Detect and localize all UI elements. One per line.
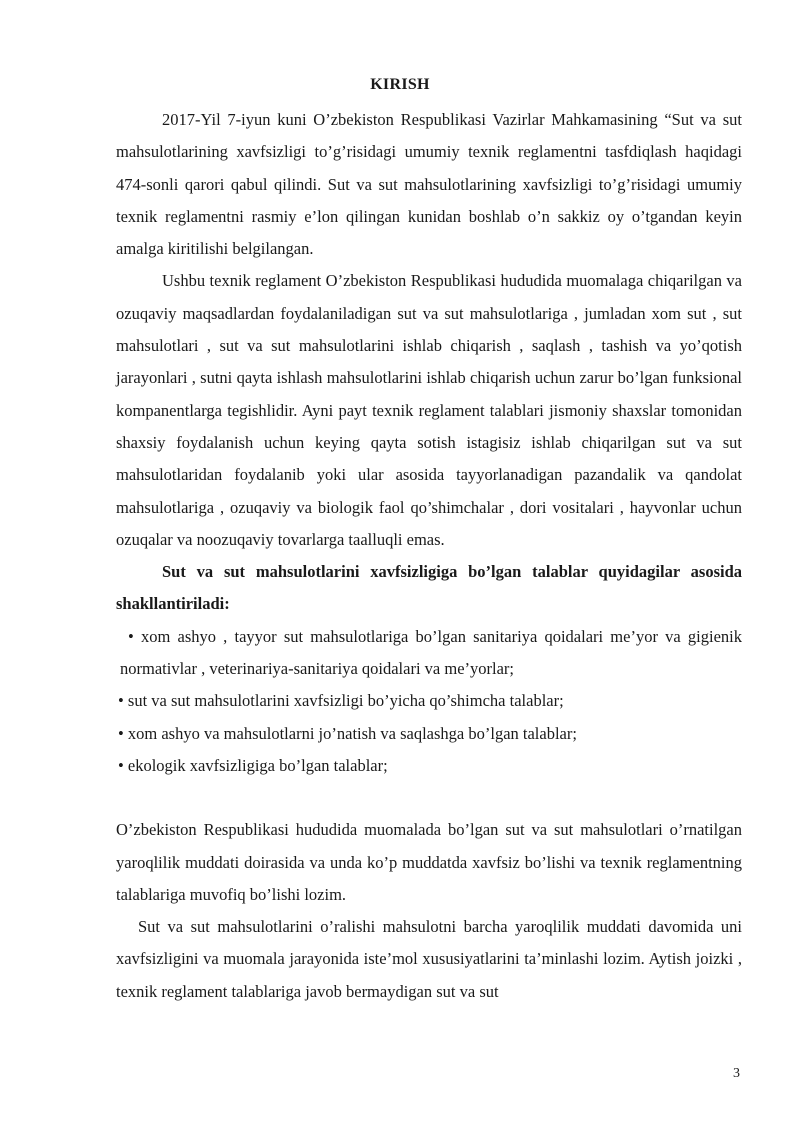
body-text (116, 104, 742, 1008)
bullet-item: • ekologik xavfsizligiga bo’lgan talablar; (118, 755, 388, 775)
paragraph-requirements-heading: Sut va sut mahsulotlarini xavfsizligiga bo’lgan talablar quyidagilar asosida shakllantiriladi: (116, 562, 742, 614)
bullet-item: • xom ashyo va mahsulotlarni jo’natish va saqlashga bo’lgan talablar; (118, 723, 577, 743)
paragraph-intro: 2017-Yil 7-iyun kuni O’zbekiston Respublikasi Vazirlar Mahkamasining “Sut va sut mahsulotlarining xavfsizligi to’g’risidagi umumiy texnik reglamentni tasfdiqlash haqidagi 474-sonli qarori qabul qilindi. Sut va sut mahsulotlarining xavfsizligi to’g’risidagi umumiy texnik reglamentni rasmiy e’lon qilingan kunidan boshlab o’n sakkiz oy o’tgandan keyin amalga kiritilishi belgilangan. (116, 110, 742, 259)
page-number: 3 (733, 1066, 740, 1081)
bullet-item: • xom ashyo , tayyor sut mahsulotlariga bo’lgan sanitariya qoidalari me’yor va gigienik normativlar , veterinariya-sanitariya qoidalari va me’yorlar; (120, 626, 742, 679)
section-heading: KIRISH (370, 76, 430, 93)
bullet-item: • sut va sut mahsulotlarini xavfsizligi bo’yicha qo’shimcha talablar; (118, 691, 564, 711)
paragraph-shelf-life: O’zbekiston Respublikasi hududida muomalada bo’lgan sut va sut mahsulotlari o’rnatilgan yaroqlilik muddati doirasida va unda ko’p muddatda xavfsiz bo’lishi va texnik reglamentning talablariga muvofiq bo’lishi lozim. (116, 820, 742, 904)
spacer (116, 782, 742, 814)
paragraph-packaging: Sut va sut mahsulotlarini o’ralishi mahsulotni barcha yaroqlilik muddati davomida uni xavfsizligini va muomala jarayonida iste’mol xususiyatlarini ta’minlashi lozim. Aytish joizki , texnik reglament talablariga javob bermaydigan sut va sut (116, 917, 742, 1001)
paragraph-scope: Ushbu texnik reglament O’zbekiston Respublikasi hududida muomalaga chiqarilgan va ozuqaviy maqsadlardan foydalaniladigan sut va sut mahsulotlariga , jumladan xom sut , sut mahsulotlari , sut va sut mahsulotlarini ishlab chiqarish , saqlash , tashish va yo’qotish jarayonlari , sutni qayta ishlash mahsulotlarini ishlab chiqarish uchun zarur bo’lgan funksional kompanentlarga tegishlidir. Ayni payt texnik reglament talablari jismoniy shaxslar tomonidan shaxsiy foydalanish uchun keying qayta sotish istagisiz ishlab chiqarilgan sut va sut mahsulotlaridan foydalanib yoki ular asosida tayyorlanadigan pazandalik va qandolat mahsulotlariga , ozuqaviy va biologik faol qo’shimchalar , dori vositalari , hayvonlar uchun ozuqalar va noozuqaviy tovarlarga taalluqli emas. (116, 271, 742, 549)
